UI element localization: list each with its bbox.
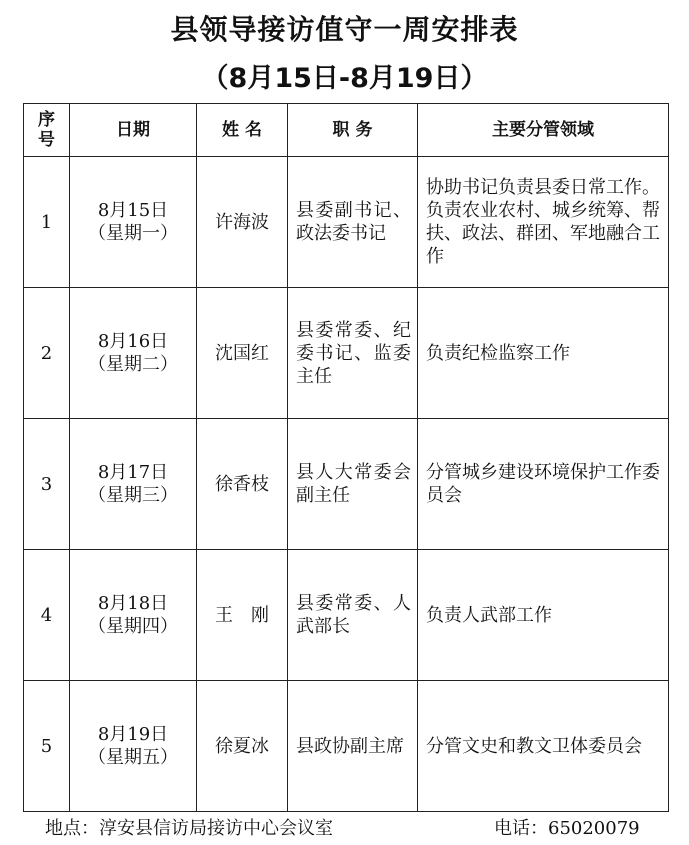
row-position: 县人大常委会副主任 — [288, 419, 418, 550]
header-date: 日期 — [70, 104, 197, 157]
table-row — [24, 681, 669, 812]
row-date-cell — [70, 419, 197, 550]
row-duty: 分管文史和教文卫体委员会 — [418, 681, 669, 812]
row-name: 徐夏冰 — [197, 681, 288, 812]
row-number: 1 — [24, 157, 70, 288]
row-number: 3 — [24, 419, 70, 550]
row-weekday: （星期一） — [88, 223, 178, 244]
header-no-line1: 序 — [38, 110, 55, 130]
row-date-cell — [70, 288, 197, 419]
header-title: 职 务 — [288, 104, 418, 157]
row-duty: 分管城乡建设环境保护工作委员会 — [418, 419, 669, 550]
row-name: 许海波 — [197, 157, 288, 288]
page-title: 县领导接访值守一周安排表 — [170, 13, 519, 46]
row-weekday: （星期四） — [88, 616, 178, 637]
row-date: 8月18日 — [97, 593, 169, 614]
page-subtitle: （8月15日-8月19日） — [201, 63, 488, 94]
header-duty: 主要分管领域 — [418, 104, 669, 157]
row-name: 徐香枝 — [197, 419, 288, 550]
row-name: 王 刚 — [197, 550, 288, 681]
table-row — [24, 550, 669, 681]
footer-location: 地点：淳安县信访局接访中心会议室 — [45, 818, 333, 839]
table-row — [24, 288, 669, 419]
row-weekday: （星期五） — [88, 747, 178, 768]
table-row — [24, 157, 669, 288]
row-date-cell — [70, 550, 197, 681]
row-duty: 负责人武部工作 — [418, 550, 669, 681]
row-weekday: （星期三） — [88, 485, 178, 506]
row-date: 8月17日 — [97, 462, 169, 483]
row-date: 8月19日 — [97, 724, 169, 745]
table-row — [24, 419, 669, 550]
row-number: 4 — [24, 550, 70, 681]
row-position: 县委常委、纪委书记、监委主任 — [288, 288, 418, 419]
row-name: 沈国红 — [197, 288, 288, 419]
row-number: 2 — [24, 288, 70, 419]
row-weekday: （星期二） — [88, 354, 178, 375]
row-date: 8月15日 — [97, 200, 169, 221]
row-position: 县委副书记、政法委书记 — [288, 157, 418, 288]
table-header-row — [24, 104, 669, 157]
schedule-table — [23, 103, 669, 812]
row-position: 县委常委、人武部长 — [288, 550, 418, 681]
row-date: 8月16日 — [97, 331, 169, 352]
row-number: 5 — [24, 681, 70, 812]
header-no — [24, 104, 70, 157]
row-position: 县政协副主席 — [288, 681, 418, 812]
header-name: 姓 名 — [197, 104, 288, 157]
footer-phone: 电话：65020079 — [494, 818, 640, 839]
row-date-cell — [70, 157, 197, 288]
row-duty: 负责纪检监察工作 — [418, 288, 669, 419]
row-date-cell — [70, 681, 197, 812]
header-no-line2: 号 — [38, 130, 55, 150]
row-duty: 协助书记负责县委日常工作。负责农业农村、城乡统筹、帮扶、政法、群团、军地融合工作 — [418, 157, 669, 288]
